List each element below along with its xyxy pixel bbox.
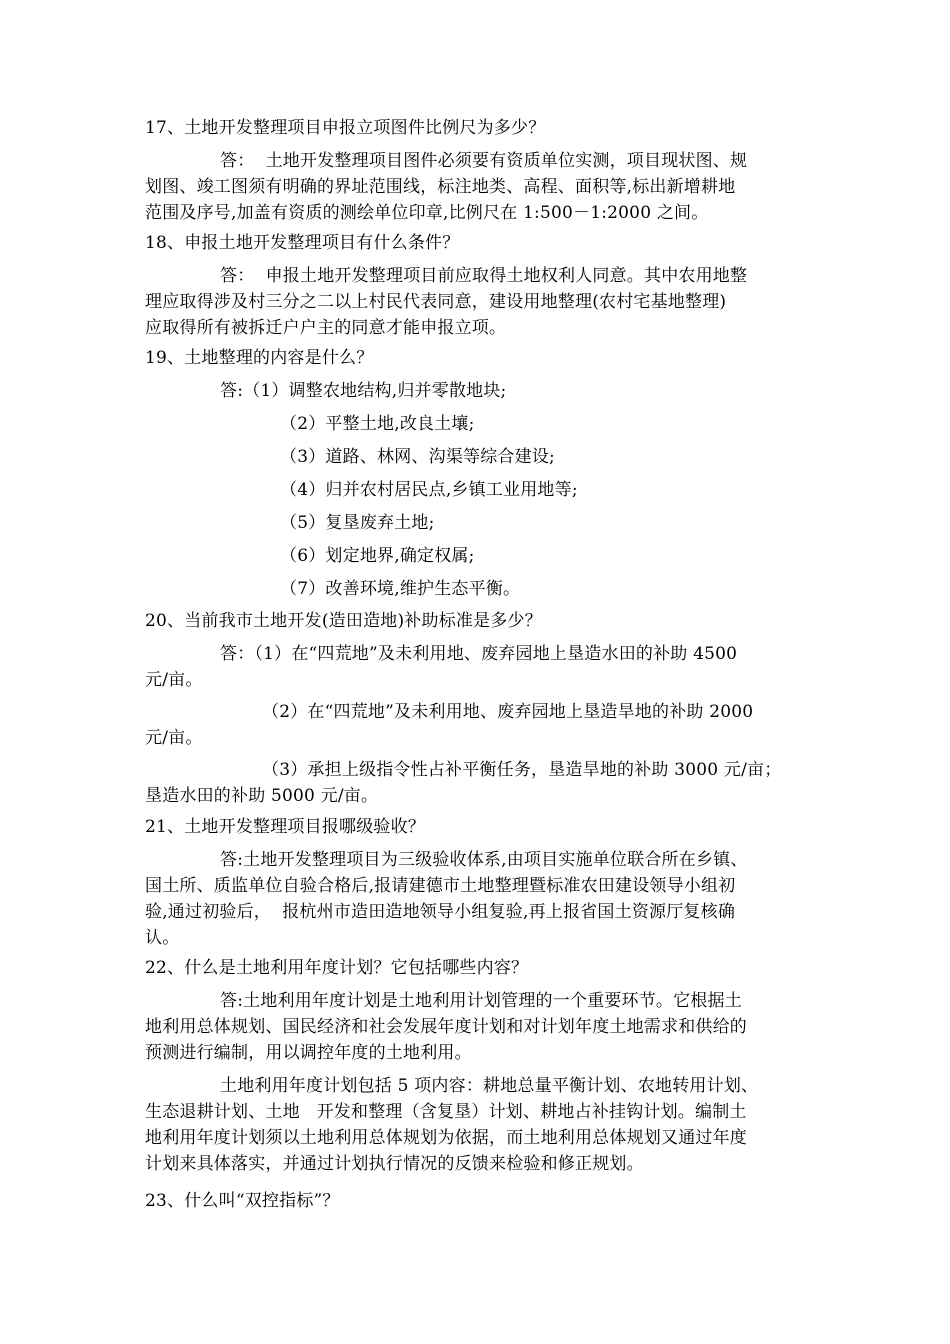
question-19-heading: 19、土地整理的内容是什么？ xyxy=(145,348,374,368)
answer-22-line: 计划来具体落实，并通过计划执行情况的反馈来检验和修正规划。 xyxy=(145,1154,644,1174)
answer-18-line: 答： 申报土地开发整理项目前应取得土地权利人同意。其中农用地整 xyxy=(220,266,748,286)
answer-20-line: （3）承担上级指令性占补平衡任务，垦造旱地的补助 3000 元/亩； xyxy=(262,760,782,780)
answer-19-item: （5）复垦废弃土地; xyxy=(280,513,435,533)
question-18-heading: 18、申报土地开发整理项目有什么条件？ xyxy=(145,233,460,253)
answer-22-line: 土地利用年度计划包括 5 项内容：耕地总量平衡计划、农地转用计划、 xyxy=(220,1076,759,1096)
answer-19-item: 答:（1）调整农地结构,归并零散地块; xyxy=(220,381,507,401)
answer-20-line: 元/亩。 xyxy=(145,728,203,748)
answer-19-item: （3）道路、林网、沟渠等综合建设; xyxy=(280,447,555,467)
question-23-heading: 23、什么叫“双控指标”？ xyxy=(145,1191,340,1211)
answer-22-line: 生态退耕计划、土地 开发和整理（含复垦）计划、耕地占补挂钩计划。编制土 xyxy=(145,1102,747,1122)
answer-19-item: （2）平整土地,改良土壤; xyxy=(280,414,475,434)
answer-19-item: （7）改善环境,维护生态平衡。 xyxy=(280,579,521,599)
answer-17-line: 划图、竣工图须有明确的界址范围线，标注地类、高程、面积等,标出新增耕地 xyxy=(145,177,736,197)
answer-20-line: （2）在“四荒地”及未利用地、废弃园地上垦造旱地的补助 2000 xyxy=(262,702,754,722)
answer-19-item: （4）归并农村居民点,乡镇工业用地等; xyxy=(280,480,578,500)
answer-22-line: 预测进行编制，用以调控年度的土地利用。 xyxy=(145,1043,472,1063)
question-22-heading: 22、什么是土地利用年度计划？它包括哪些内容？ xyxy=(145,958,529,978)
answer-20-line: 垦造水田的补助 5000 元/亩。 xyxy=(145,786,379,806)
answer-18-line: 理应取得涉及村三分之二以上村民代表同意，建设用地整理(农村宅基地整理) xyxy=(145,292,727,312)
question-20-heading: 20、当前我市土地开发(造田造地)补助标准是多少？ xyxy=(145,611,542,631)
answer-22-line: 答:土地利用年度计划是土地利用计划管理的一个重要环节。它根据土 xyxy=(220,991,742,1011)
question-21-heading: 21、土地开发整理项目报哪级验收？ xyxy=(145,817,426,837)
answer-21-line: 认。 xyxy=(145,928,180,948)
answer-21-line: 答:土地开发整理项目为三级验收体系,由项目实施单位联合所在乡镇、 xyxy=(220,850,748,870)
answer-22-line: 地利用年度计划须以土地利用总体规划为依据，而土地利用总体规划又通过年度 xyxy=(145,1128,747,1148)
answer-20-line: 答：（1）在“四荒地”及未利用地、废弃园地上垦造水田的补助 4500 xyxy=(220,644,738,664)
answer-20-line: 元/亩。 xyxy=(145,670,203,690)
answer-17-line: 范围及序号,加盖有资质的测绘单位印章,比例尺在 1:500－1:2000 之间。 xyxy=(145,203,709,223)
answer-21-line: 验,通过初验后， 报杭州市造田造地领导小组复验,再上报省国土资源厅复核确 xyxy=(145,902,736,922)
question-17-heading: 17、土地开发整理项目申报立项图件比例尺为多少？ xyxy=(145,118,546,138)
answer-18-line: 应取得所有被拆迁户户主的同意才能申报立项。 xyxy=(145,318,507,338)
answer-22-line: 地利用总体规划、国民经济和社会发展年度计划和对计划年度土地需求和供给的 xyxy=(145,1017,747,1037)
answer-17-line: 答： 土地开发整理项目图件必须要有资质单位实测，项目现状图、规 xyxy=(220,151,748,171)
answer-19-item: （6）划定地界,确定权属; xyxy=(280,546,475,566)
answer-21-line: 国土所、质监单位自验合格后,报请建德市土地整理暨标准农田建设领导小组初 xyxy=(145,876,736,896)
